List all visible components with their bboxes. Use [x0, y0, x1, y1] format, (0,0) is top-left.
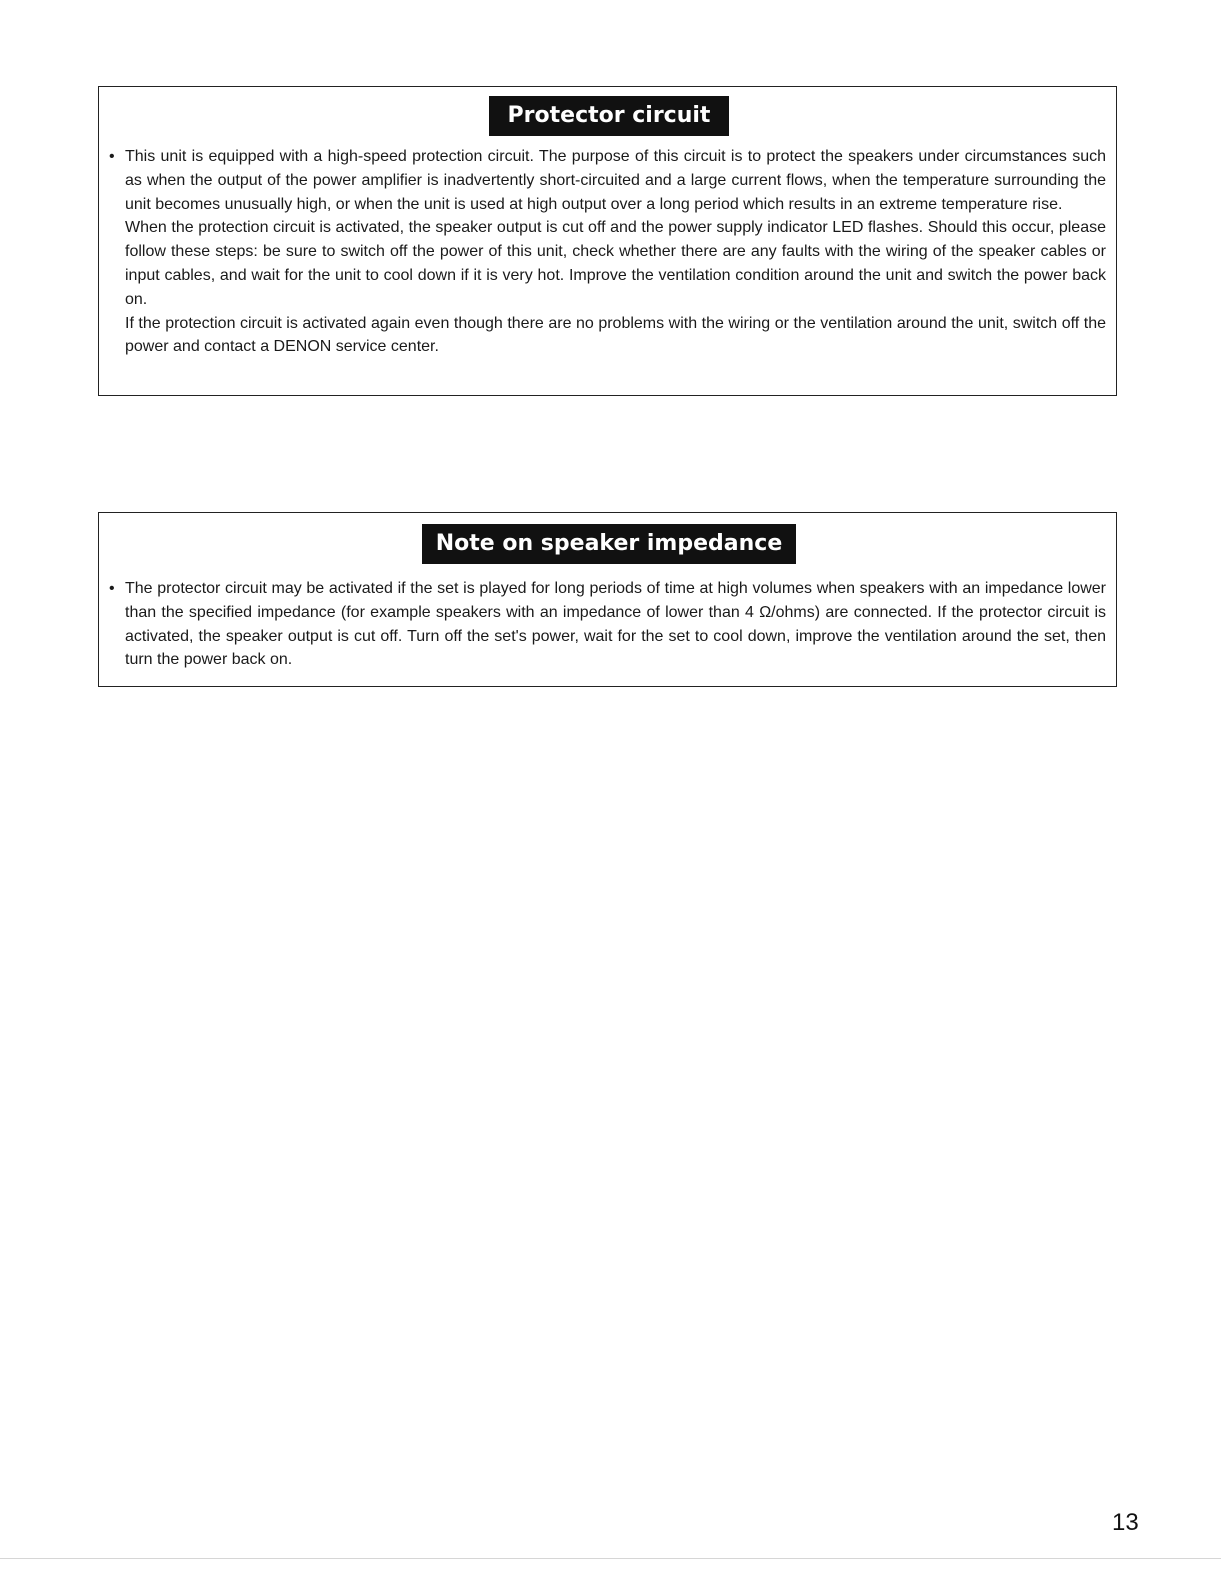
bullet-icon: • [109, 148, 115, 165]
page-number: 13 [1112, 1509, 1139, 1536]
protector-paragraph-3: If the protection circuit is activated again even though there are no problems with the wiring or the ventilation around the unit, switch off the power and contact a DENON service center. [125, 314, 1106, 356]
protector-circuit-section [98, 86, 1117, 396]
protector-paragraph-2: When the protection circuit is activated, the speaker output is cut off and the power supply indicator LED flashes. Should this occur, please follow these steps: be sure to switch off the power of this unit, check whether there are any faults with the wiring of the speaker cables or input cables, and wait for the unit to cool down if it is very hot. Improve the ventilation condition around the unit and switch the power back on. [125, 219, 1106, 308]
speaker-impedance-section [98, 512, 1117, 687]
speaker-impedance-body [109, 577, 1106, 672]
protector-circuit-body [109, 145, 1106, 359]
footer-divider [0, 1558, 1221, 1559]
protector-circuit-heading: Protector circuit [489, 96, 729, 136]
speaker-impedance-heading: Note on speaker impedance [422, 524, 796, 564]
bullet-icon: • [109, 580, 115, 597]
protector-paragraph-1: This unit is equipped with a high-speed protection circuit. The purpose of this circuit is to protect the speakers under circumstances such as when the output of the power amplifier is inadvertently short-circuited and a large current flows, when the temperature surrounding the unit becomes unusually high, or when the unit is used at high output over a long period which results in an extreme temperature rise. [125, 148, 1106, 213]
impedance-paragraph-1: The protector circuit may be activated if the set is played for long periods of time at high volumes when speakers with an impedance lower than the specified impedance (for example speakers with an impedance of lower than 4 Ω/ohms) are connected. If the protector circuit is activated, the speaker output is cut off. Turn off the set's power, wait for the set to cool down, improve the ventilation around the set, then turn the power back on. [125, 580, 1106, 669]
